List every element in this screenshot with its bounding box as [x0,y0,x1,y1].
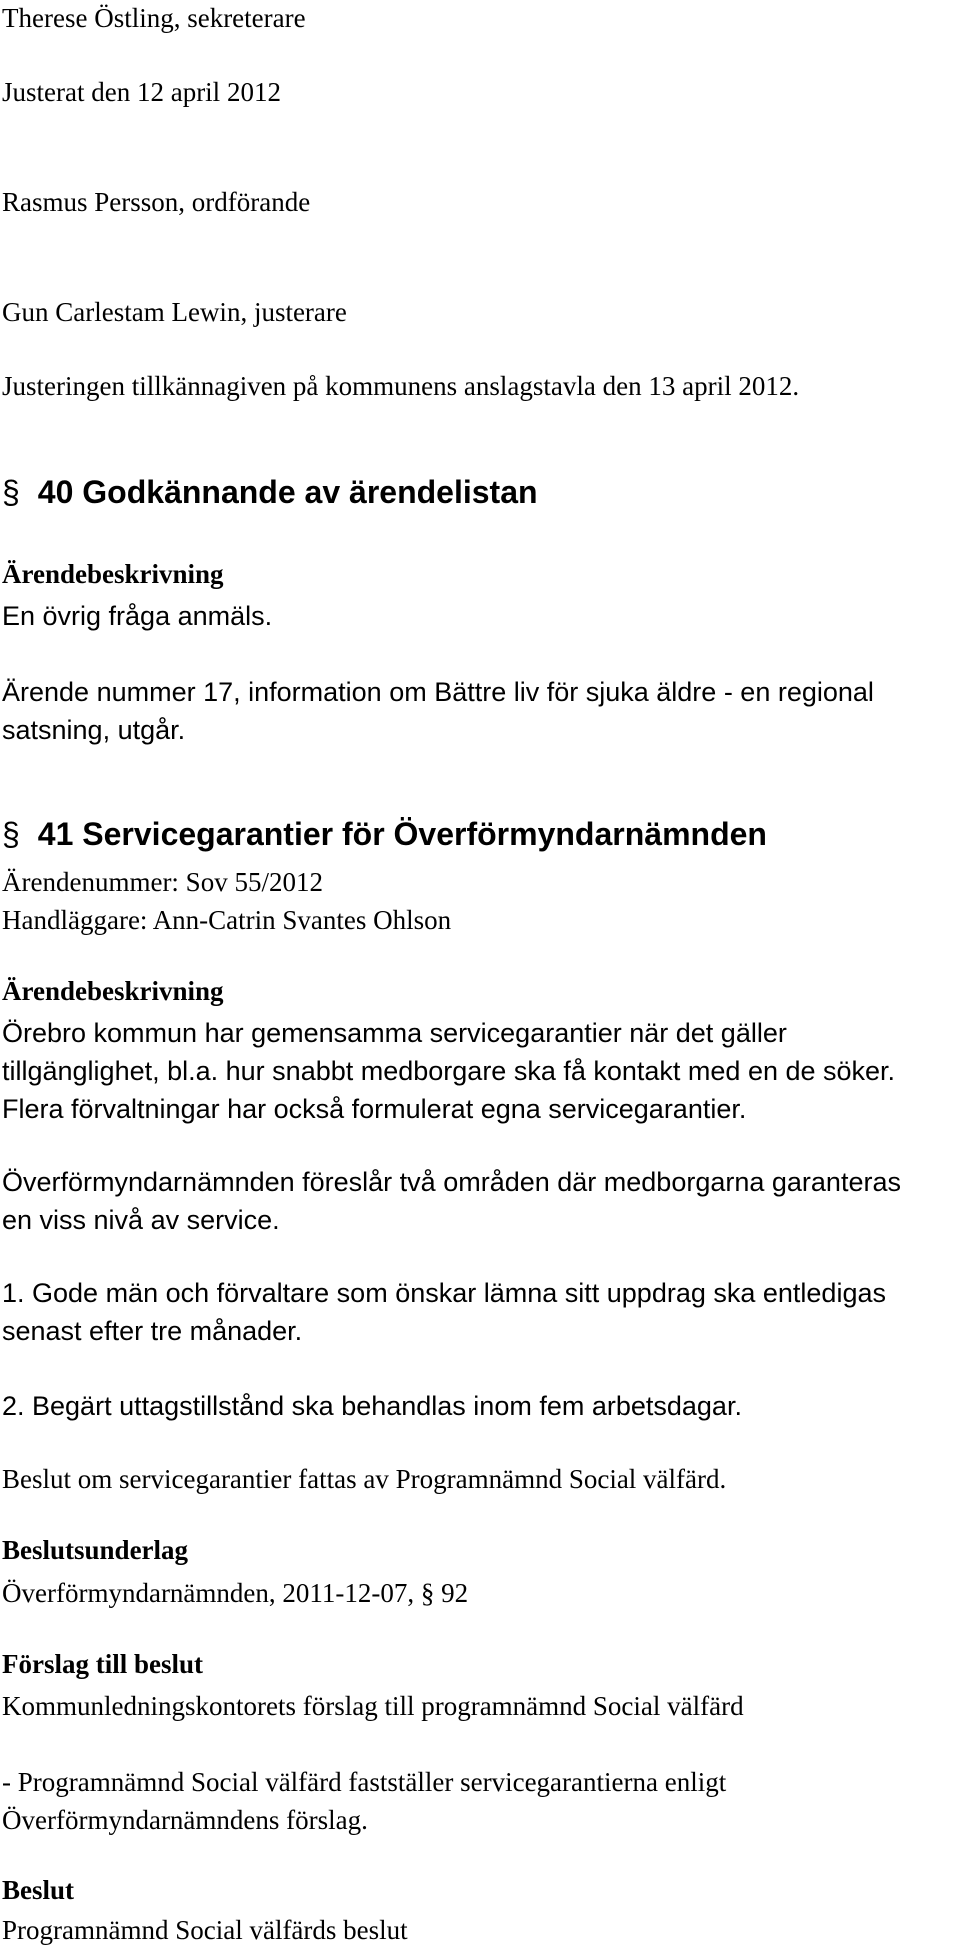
section-40-line: En övrig fråga anmäls. [2,601,273,631]
secretary-signature: Therese Östling, sekreterare [2,3,306,33]
basis-number: 92 [441,1578,469,1608]
decision-heading: Beslut [2,1875,75,1905]
section-40-heading [2,473,538,511]
section-40-line: Ärende nummer 17, information om Bättre liv för sjuka äldre - en regional [2,677,874,707]
proposal-line: Kommunledningskontorets förslag till programnämnd Social välfärd [2,1691,744,1721]
section-41-description-heading: Ärendebeskrivning [2,976,224,1006]
adjusted-date: Justerat den 12 april 2012 [2,77,281,107]
description-line: Överförmyndarnämnden föreslår två områden där medborgarna garanteras [2,1167,901,1197]
section-40-description-heading: Ärendebeskrivning [2,559,224,589]
adjuster-signature: Gun Carlestam Lewin, justerare [2,297,347,327]
section-41-title: 41 Servicegarantier för Överförmyndarnämnden [37,816,767,852]
case-handler: Handläggare: Ann-Catrin Svantes Ohlson [2,905,452,935]
basis-text: Överförmyndarnämnden, 2011-12-07, [2,1578,415,1608]
description-line: Beslut om servicegarantier fattas av Programnämnd Social välfärd. [2,1464,727,1494]
description-line: 2. Begärt uttagstillstånd ska behandlas inom fem arbetsdagar. [2,1391,742,1421]
description-line: Flera förvaltningar har också formulerat egna servicegarantier. [2,1094,747,1124]
basis-heading: Beslutsunderlag [2,1535,189,1565]
section-symbol: § [2,816,20,852]
decision-text: Programnämnd Social välfärds beslut [2,1915,408,1945]
section-symbol: § [2,474,20,510]
announcement-text: Justeringen tillkännagiven på kommunens anslagstavla den 13 april 2012. [2,371,800,401]
chair-signature: Rasmus Persson, ordförande [2,187,311,217]
proposal-heading: Förslag till beslut [2,1649,203,1679]
case-number: Ärendenummer: Sov 55/2012 [2,867,323,897]
description-line: 1. Gode män och förvaltare som önskar lämna sitt uppdrag ska entledigas [2,1278,886,1308]
proposal-line: Överförmyndarnämndens förslag. [2,1805,368,1835]
proposal-line: - Programnämnd Social välfärd fastställer servicegarantierna enligt [2,1767,727,1797]
basis-reference [2,1577,468,1609]
section-41-heading [2,815,767,853]
section-40-title: 40 Godkännande av ärendelistan [37,474,538,510]
description-line: en viss nivå av service. [2,1205,280,1235]
description-line: tillgänglighet, bl.a. hur snabbt medborgare ska få kontakt med en de söker. [2,1056,896,1086]
section-40-line: satsning, utgår. [2,715,186,745]
section-symbol: § [420,1578,435,1608]
description-line: Örebro kommun har gemensamma servicegarantier när det gäller [2,1018,787,1048]
description-line: senast efter tre månader. [2,1316,303,1346]
